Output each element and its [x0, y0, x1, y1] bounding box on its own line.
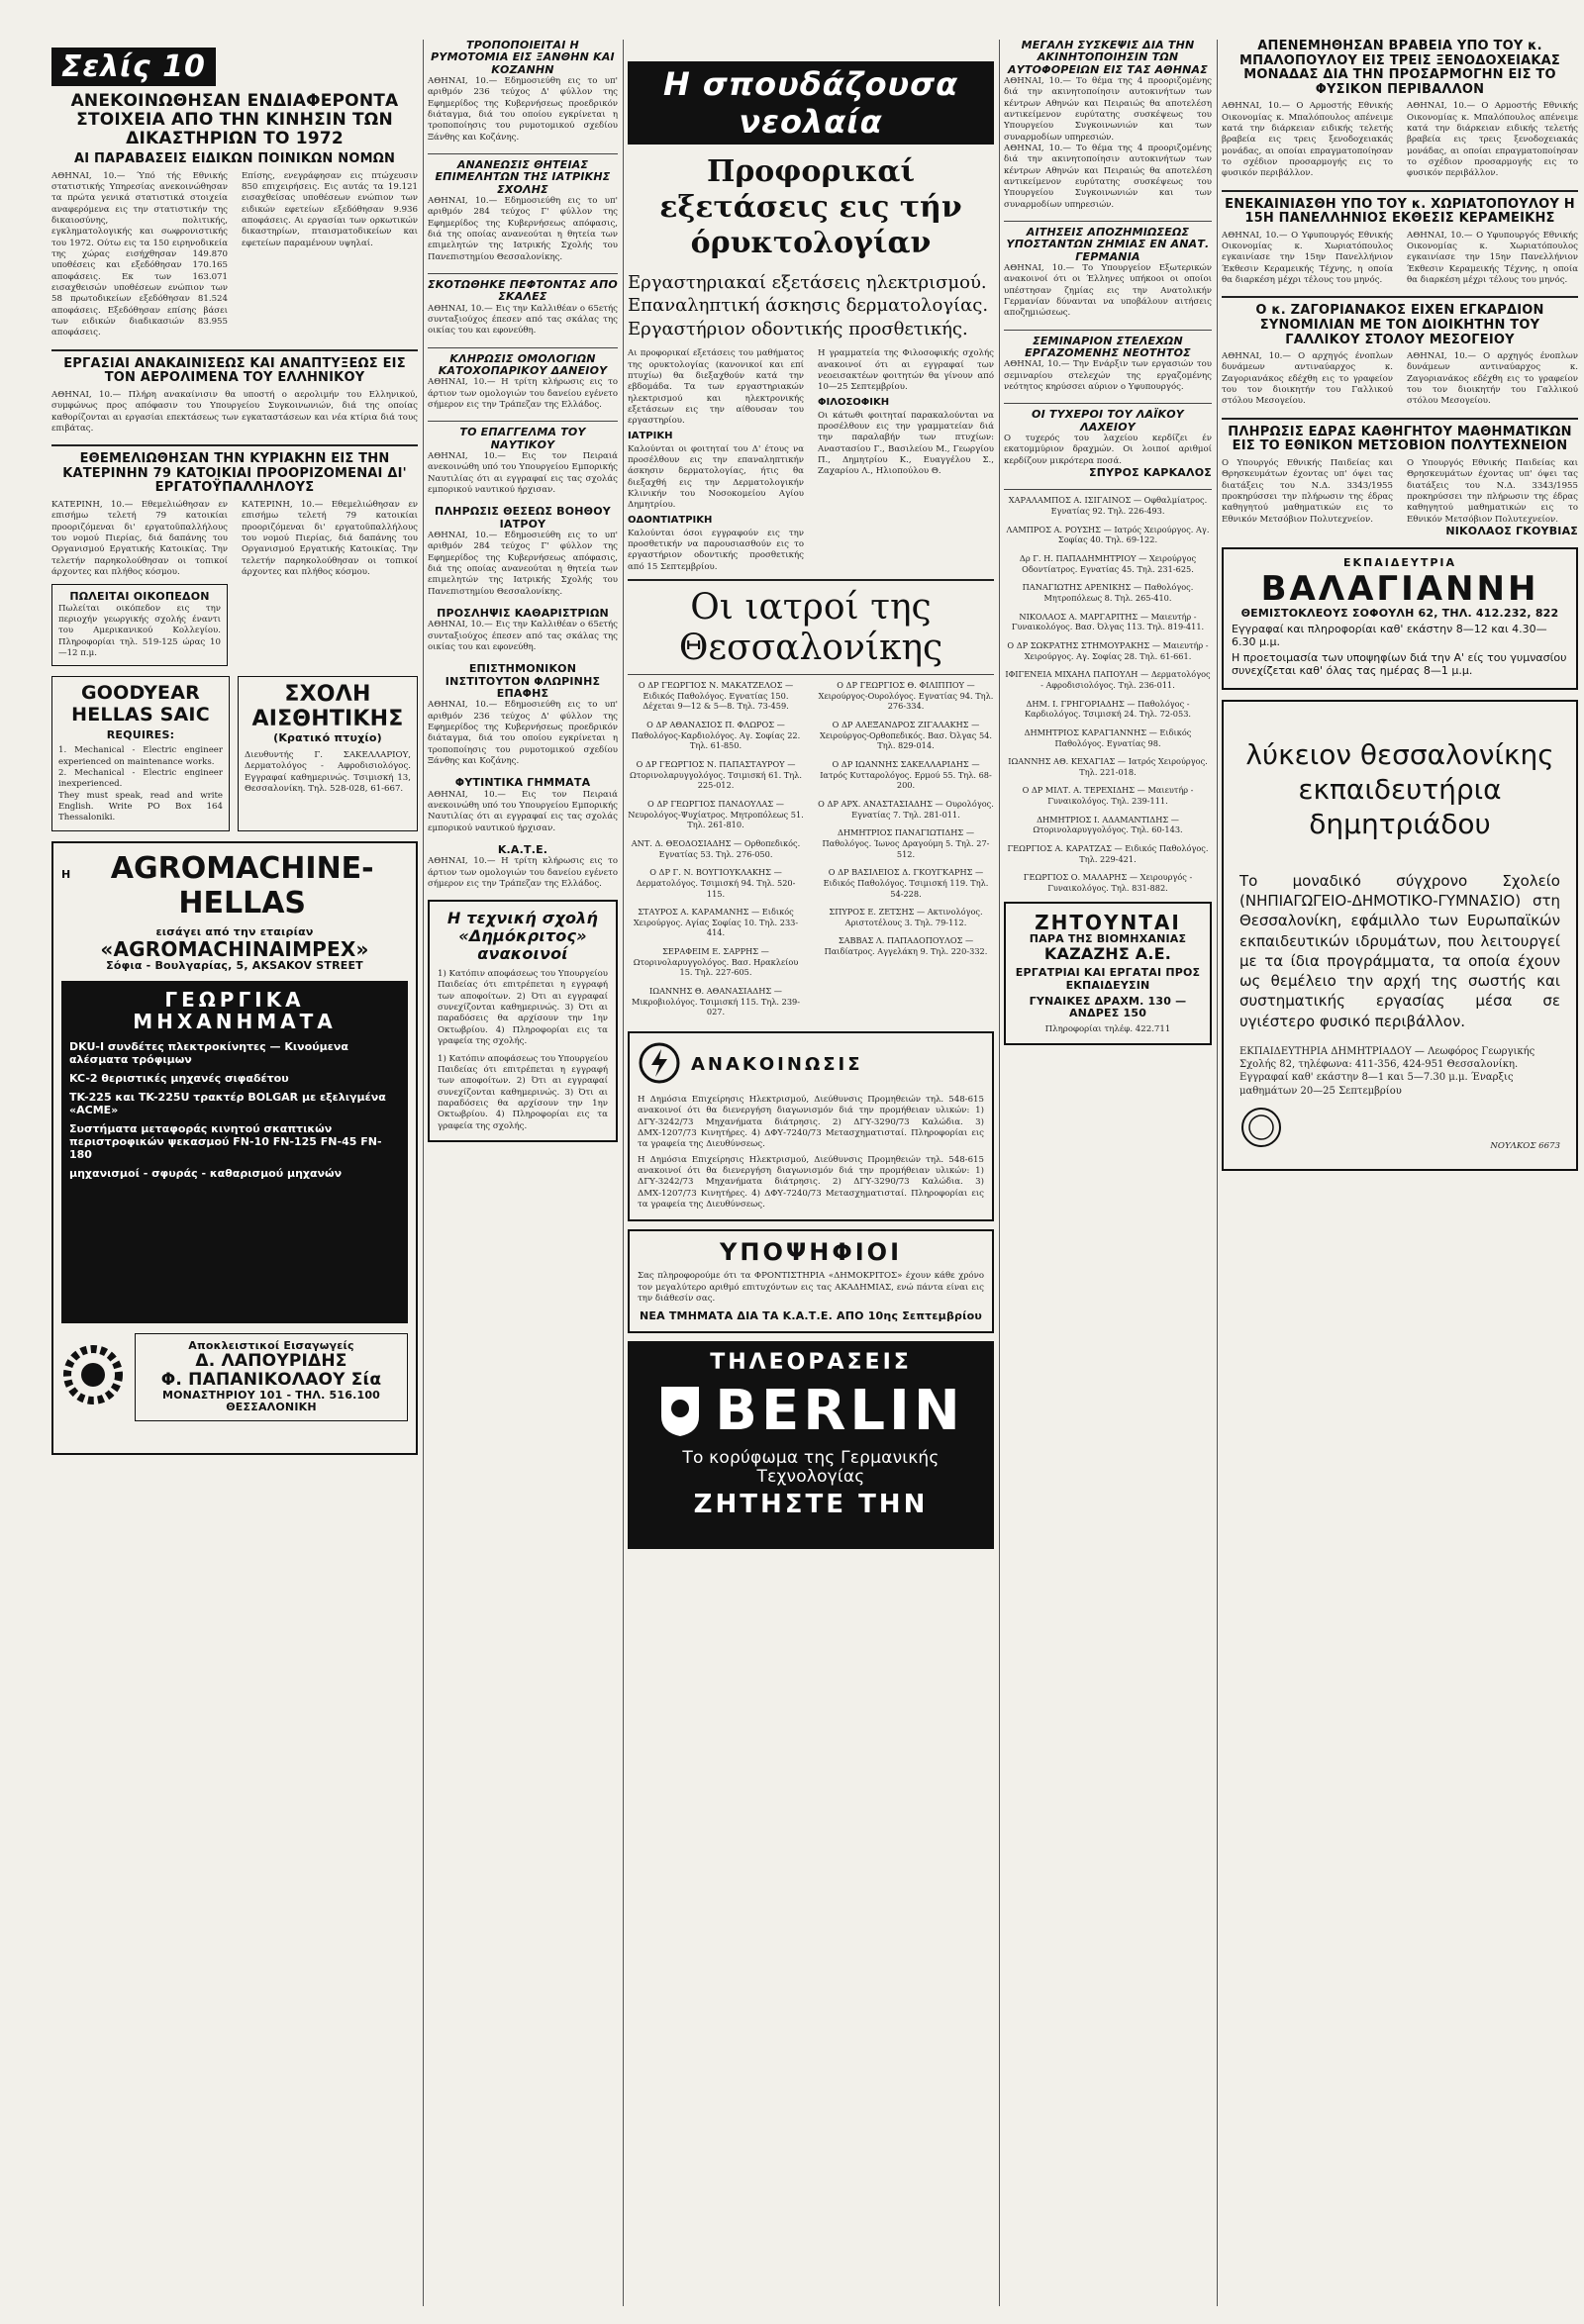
tv-line: Το κορύφωμα της Γερμανικής Τεχνολογίας — [682, 1448, 940, 1488]
divider — [1222, 296, 1578, 298]
dealer-name: Φ. ΠΑΠΑΝΙΚΟΛΑΟΥ Σία — [160, 1369, 382, 1390]
section-label: ΙΑΤΡΙΚΗ — [628, 430, 673, 441]
notice-heading: Κ.Α.Τ.Ε. — [497, 843, 548, 857]
ad-credit: ΝΟΥΛΚΟΣ 6673 — [1490, 1141, 1560, 1152]
headline: ΤΡΟΠΟΠΟΙΕΙΤΑΙ Η ΡΥΜΟΤΟΜΙΑ ΕΙΣ ΞΑΝΘΗΝ ΚΑΙ ΚΟΖΑΝΗΝ — [431, 39, 615, 76]
doctor-entry: Ο ΔΡ ΒΑΣΙΛΕΙΟΣ Δ. ΓΚΟΥΓΚΑΡΗΣ — Ειδικός Παθολόγος. Τσιμισκή 119. Τηλ. 54-228. — [823, 867, 989, 899]
school-title: ΣΧΟΛΗ ΑΙΣΘΗΤΙΚΗΣ — [251, 682, 404, 731]
article-text: ΑΘΗΝΑΙ, 10.— Εδημοσιεύθη εις το υπ' αριθμόν 236 τεύχος Δ' φύλλον της Εφημερίδος της Κυβερνήσεως προεδρικόν διάταγμα, διά του οποίου εγκρίνεται η τροποποίησις του ρυμοτομικού σχεδίου Ξάνθης και Κοζάνης. — [428, 75, 618, 143]
lyceum-title: λύκειον θεσσαλονίκης εκπαιδευτήρια δημητριάδου — [1245, 737, 1554, 840]
article-text: ΑΘΗΝΑΙ, 10.— Εις τον Πειραιά ανεκοινώθη υπό του Υπουργείου Εμπορικής Ναυτιλίας ότι αι εγγραφαί εις τας σχολάς εμπορικού ναυτικού ήρχισαν. — [428, 450, 618, 495]
notice-heading: ΕΠΙΣΤΗΜΟΝΙΚΟΝ ΙΝΣΤΙΤΟΥΤΟΝ ΦΛΩΡΙΝΗΣ ΕΠΑΦΗΣ — [445, 662, 601, 700]
divider — [51, 444, 418, 446]
section-label: ΟΔΟΝΤΙΑΤΡΙΚΗ — [628, 514, 713, 526]
classified-text: Πωλείται οικόπεδον εις την περιοχήν γεωργικής σχολής έναντι του Αμερικανικού Κολλεγίου. Πληροφορίαι τηλ. 519-125 ώρας 10—12 π.μ. — [58, 603, 221, 658]
candidates-footer: ΝΕΑ ΤΜΗΜΑΤΑ ΔΙΑ ΤΑ Κ.Α.Τ.Ε. ΑΠΟ 10ης Σεπτεμβρίου — [639, 1309, 982, 1323]
agro-item: KC-2 θεριστικές μηχανές σιφαδέτου — [69, 1072, 289, 1086]
doctor-entry: Ο ΔΡ ΜΙΛΤ. Α. ΤΕΡΕΧΙΔΗΣ — Μαιευτήρ - Γυναικολόγος. Τηλ. 239-111. — [1022, 785, 1194, 807]
agro-company: «AGROMACHINAIMPEX» — [100, 936, 369, 961]
doctor-entry: ΙΩΑΝΝΗΣ Θ. ΑΘΑΝΑΣΙΑΔΗΣ — Μικροβιολόγος. Τσιμισκή 115. Τηλ. 239-027. — [631, 986, 801, 1017]
subheadline: Επαναληπτική άσκησις δερματολογίας. — [628, 295, 989, 317]
ed-label: ΕΚΠΑΙΔΕΥΤΡΙΑ — [1342, 556, 1456, 570]
divider — [1222, 418, 1578, 420]
lyceum-ad — [1222, 700, 1578, 1171]
notice-heading: ΠΡΟΣΛΗΨΙΣ ΚΑΘΑΡΙΣΤΡΙΩΝ — [437, 607, 609, 620]
page-logo: Σελίς 10 — [51, 48, 216, 86]
candidates-ad — [628, 1229, 994, 1333]
jobs-rates: ΓΥΝΑΙΚΕΣ ΔΡΑΧΜ. 130 — ΑΝΔΡΕΣ 150 — [1029, 994, 1187, 1020]
doctor-entry: Ο ΔΡ ΓΕΩΡΓΙΟΣ Ν. ΜΑΚΑΤΖΕΛΟΣ — Ειδικός Παθολόγος. Εγνατίας 150. Δέχεται 9—12 & 5—8. Τηλ. 73-459. — [638, 680, 794, 712]
subheadline: Εργαστηριακαί εξετάσεις ηλεκτρισμού. — [628, 272, 987, 293]
democritus-school-ad — [428, 900, 618, 1142]
divider — [1004, 403, 1212, 404]
doctor-entry: ΣΕΡΑΦΕΙΜ Ε. ΣΑΡΡΗΣ — Ωτορινολαρυγγολόγος. Βασ. Ηρακλείου 15. Τηλ. 227-605. — [633, 946, 799, 978]
democritus-title: Η τεχνική σχολή «Δημόκριτος» ανακοινοί — [446, 909, 599, 964]
jobs-footer: Πληροφορίαι τηλέφ. 422.711 — [1044, 1023, 1171, 1034]
agro-item: TK-225 και TK-225U τρακτέρ BOLGAR με εξελιγμένα «ACME» — [69, 1091, 386, 1117]
column-2 — [428, 40, 618, 1142]
doctor-entry: Ο ΔΡ ΓΕΩΡΓΙΟΣ Ν. ΠΑΠΑΣΤΑΥΡΟΥ — Ωτορινολαρυγγολόγος. Τσιμισκή 61. Τηλ. 225-012. — [630, 758, 802, 791]
article-text: ΑΘΗΝΑΙ, 10.— Ο Υφυπουργός Εθνικής Οικονομίας κ. Χωριατόπουλος εγκαινίασε την 15ην Πανελλήνιον Έκθεσιν Κεραμεικής Τέχνης, η οποία θα διαρκέση μέχρι τέλους του μηνός. — [1407, 230, 1578, 286]
article-text: ΑΘΗΝΑΙ, 10.— Εις την Καλλιθέαν ο 65ετής συνταξιούχος έπεσεν από τας σκάλας της οικίας του και εφονεύθη. — [428, 620, 618, 652]
article-text: ΑΘΗΝΑΙ, 10.— Η τρίτη κλήρωσις εις το άρτιον των ομολογιών του δανείου εγένετο σήμερον εις την Τράπεζαν της Ελλάδος. — [428, 377, 618, 410]
column-rule — [999, 40, 1000, 2306]
ed-item: Εγγραφαί και πληροφορίαι καθ' εκάστην 8—12 και 4.30—6.30 μ.μ. — [1232, 622, 1547, 648]
headline: ΜΕΓΑΛΗ ΣΥΣΚΕΨΙΣ ΔΙΑ ΤΗΝ ΑΚΙΝΗΤΟΠΟΙΗΣΙΝ ΤΩΝ ΑΥΤΟΦΟΡΕΙΩΝ ΕΙΣ ΤΑΣ ΑΘΗΝΑΣ — [1008, 39, 1208, 76]
doctor-entry: ΙΩΑΝΝΗΣ ΑΘ. ΚΕΧΑΓΙΑΣ — Ιατρός Χειρούργος. Τηλ. 221-018. — [1008, 756, 1208, 777]
dealer-box — [135, 1333, 408, 1421]
dealer-label: Αποκλειστικοί Εισαγωγείς — [188, 1338, 354, 1352]
main-headline: Προφορικαί εξετάσεις εις τήν όρυκτολογίαν — [659, 154, 962, 260]
article-text: ΑΘΗΝΑΙ, 10.— Ο αρχηγός ένοπλων δυνάμεων αντιναύαρχος κ. Ζαγοριανάκος εδέχθη εις το γραφείον του τον διοικητήν του Γαλλικού στόλου Μεσογείου. — [1407, 351, 1578, 407]
agromachine-ad — [51, 841, 418, 1455]
notice-heading: ΦΥΤΙΝΤΙΚΑ ΓΗΜΜΑΤΑ — [454, 776, 591, 790]
headline: ΣΚΟΤΩΘΗΚΕ ΠΕΦΤΟΝΤΑΣ ΑΠΟ ΣΚΑΛΕΣ — [428, 278, 618, 304]
doctor-entry: Ο ΔΡ ΑΛΕΞΑΝΔΡΟΣ ΖΙΓΑΛΑΚΗΣ — Χειρούργος-Ορθοπεδικός. Βασ. Όλγας 54. Τηλ. 829-014. — [820, 719, 992, 751]
column-rule — [623, 40, 624, 2306]
headline: ΕΡΓΑΣΙΑΙ ΑΝΑΚΑΙΝΙΣΕΩΣ ΚΑΙ ΑΝΑΠΤΥΞΕΩΣ ΕΙΣ ΤΟΝ ΑΕΡΟΛΙΜΕΝΑ ΤΟΥ ΕΛΛΗΝΙΚΟΥ — [63, 355, 406, 386]
doctor-entry: Ο ΔΡ ΑΘΑΝΑΣΙΟΣ Π. ΦΛΩΡΟΣ — Παθολόγος-Καρδιολόγος. Αγ. Σοφίας 22. Τηλ. 61-850. — [631, 719, 801, 751]
article-text: Ο Υπουργός Εθνικής Παιδείας και Θρησκευμάτων έχοντας υπ' όψει τας διατάξεις του Ν.Δ. 3343/1955 προκηρύσσει την πλήρωσιν της έδρας καθηγητού μαθηματικών εις το Εθνικόν Μετσόβιον Πολυτεχνείον. — [1222, 457, 1393, 525]
ed-name: ΒΑΛΑΓΙΑΝΝΗ — [1260, 568, 1539, 609]
dei-announcement — [628, 1031, 994, 1220]
article-text: ΚΑΤΕΡΙΝΗ, 10.— Εθεμελιώθησαν εν επισήμω τελετή 79 κατοικίαι προοριζόμεναι δι' εργατοϋπαλλήλους του νομού Πιερίας, διά δαπάνης του Οργανισμού Εργατικής Κατοικίας. Την τελετήν παρηκολούθησαν οι τοπικοί άρχοντες και πλήθος κόσμου. — [242, 499, 418, 577]
doctor-entry: ΛΑΜΠΡΟΣ Α. ΡΟΥΣΗΣ — Ιατρός Χειρούργος. Αγ. Σοφίας 40. Τηλ. 69-122. — [1006, 524, 1210, 545]
doctors-title: Οι ιατροί της Θεσσαλονίκης — [678, 587, 943, 669]
headline: Ο κ. ΖΑΓΟΡΙΑΝΑΚΟΣ ΕΙΧΕΝ ΕΓΚΑΡΔΙΟΝ ΣΥΝΟΜΙΛΙΑΝ ΜΕ ΤΟΝ ΔΙΟΙΚΗΤΗΝ ΤΟΥ ΓΑΛΛΙΚΟΥ ΣΤΟΛΟΥ ΜΕΣΟΓΕΙΟΥ — [1255, 303, 1544, 347]
headline: ΑΙΤΗΣΕΙΣ ΑΠΟΖΗΜΙΩΣΕΩΣ ΥΠΟΣΤΑΝΤΩΝ ΖΗΜΙΑΣ ΕΝ ΑΝΑΤ. ΓΕΡΜΑΝΙΑ — [1006, 226, 1210, 263]
doctor-entry: ΔΗΜ. Ι. ΓΡΗΓΟΡΙΑΔΗΣ — Παθολόγος - Καρδιολόγος. Τσιμισκή 24. Τηλ. 72-053. — [1024, 698, 1192, 720]
headline: ΟΙ ΤΥΧΕΡΟΙ ΤΟΥ ΛΑΪΚΟΥ ΛΑΧΕΙΟΥ — [1032, 408, 1184, 434]
article-text: ΑΘΗΝΑΙ, 10.— Ο αρχηγός ένοπλων δυνάμεων αντιναύαρχος κ. Ζαγοριανάκος εδέχθη εις το γραφείον του τον διοικητήν του Γαλλικού στόλου Μεσογείου. — [1222, 351, 1393, 407]
signature: ΣΠΥΡΟΣ ΚΑΡΚΑΛΟΣ — [1089, 466, 1212, 480]
headline: ΑΝΑΝΕΩΣΙΣ ΘΗΤΕΙΑΣ ΕΠΙΜΕΛΗΤΩΝ ΤΗΣ ΙΑΤΡΙΚΗΣ ΣΧΟΛΗΣ — [435, 158, 611, 196]
agro-item: μηχανισμοί - σφυράς - καθαρισμού μηχανών — [69, 1167, 343, 1181]
jobs-company: ΚΑΖΑΖΗΣ Α.Ε. — [1043, 944, 1172, 964]
school-text: Διευθυντής Γ. ΣΑΚΕΛΛΑΡΙΟΥ, Δερματολόγος - Αφροδισιολόγος. Εγγραφαί καθημερινώς. Τσιμισκή 13, Θεσσαλονίκη. Τηλ. 528-028, 61-667. — [245, 749, 411, 794]
agro-item: DKU-I συνδέτες πλεκτροκίνητες — Κινούμενα αλέσματα τρόφιμων — [69, 1040, 348, 1067]
doctor-entry: Ο ΔΡ ΓΕΩΡΓΙΟΣ ΠΑΝΔΟΥΛΑΣ — Νευρολόγος-Ψυχίατρος. Μητροπόλεως 51. Τηλ. 261-810. — [628, 798, 804, 830]
article-text: Ο Υπουργός Εθνικής Παιδείας και Θρησκευμάτων έχοντας υπ' όψει τας διατάξεις του Ν.Δ. 3343/1955 προκηρύσσει την πλήρωσιν της έδρας καθηγητού μαθηματικών εις το Εθνικόν Μετσόβιον Πολυτεχνείον. — [1407, 457, 1578, 525]
doctor-entry: Ο ΔΡ ΣΩΚΡΑΤΗΣ ΣΤΗΜΟΥΡΑΚΗΣ — Μαιευτήρ - Χειρούργος. Αγ. Σοφίας 28. Τηλ. 61-661. — [1007, 639, 1209, 661]
dealer-address: ΜΟΝΑΣΤΗΡΙΟΥ 101 - ΤΗΛ. 516.100 ΘΕΣΣΑΛΟΝΙΚΗ — [161, 1388, 381, 1414]
article-text: Καλούνται όσοι εγγραφούν εις την προσθετικήν να παρουσιασθούν εις το εργαστήριον οδοντικής προσθετικής από 15 Σεπτεμβρίου. — [628, 528, 804, 572]
divider — [628, 579, 994, 581]
doctor-entry: ΣΑΒΒΑΣ Λ. ΠΑΠΑΔΟΠΟΥΛΟΣ — Παιδίατρος. Αγγελάκη 9. Τηλ. 220-332. — [824, 935, 988, 957]
school-subtitle: (Κρατικό πτυχίο) — [273, 730, 382, 744]
section-label: ΦΙΛΟΣΟΦΙΚΗ — [818, 396, 890, 408]
ed-address: ΘΕΜΙΣΤΟΚΛΕΟΥΣ ΣΟΦΟΥΛΗ 62, ΤΗΛ. 412.232, 822 — [1240, 606, 1559, 620]
doctors-list-right — [818, 680, 994, 1025]
doctor-entry: ΔΗΜΗΤΡΙΟΣ ΠΑΝΑΓΙΩΤΙΔΗΣ — Παθολόγος. Ίωνος Δραγούμη 5. Τηλ. 27-512. — [822, 827, 990, 859]
article-text: ΑΘΗΝΑΙ, 10.— Ο Αρμοστής Εθνικής Οικονομίας κ. Μπαλόπουλος απένειμε κατά την διάρκειαν ειδικής τελετής βραβεία εις τρεις ξενοδοχειακάς μονάδας, αι οποίαι επραγματοποίησαν το σχέδιον προσαρμογής εις το φυσικόν περιβάλλον. — [1222, 101, 1393, 179]
divider — [428, 421, 618, 422]
agro-box-title: ΓΕΩΡΓΙΚΑ ΜΗΧΑΝΗΜΑΤΑ — [133, 987, 337, 1033]
goodyear-requires: REQUIRES: — [106, 727, 175, 741]
article-text: ΑΘΗΝΑΙ, 10.— Εις την Καλλιθέαν ο 65ετής συνταξιούχος έπεσεν από τας σκάλας της οικίας του και εφονεύθη. — [428, 303, 618, 337]
article-text: ΑΘΗΝΑΙ, 10.— Εδημοσιεύθη εις το υπ' αριθμόν 284 τεύχος Γ' φύλλον της Εφημερίδος της Κυβερνήσεως απόφασις, διά της οποίας ανανεούται η θητεία των επιμελητών της Ιατρικής Σχολής του Πανεπιστημίου Θεσσαλονίκης. — [428, 195, 618, 262]
subheadline: Εργαστήριον οδοντικής προσθετικής. — [628, 318, 968, 339]
valagianni-ad — [1222, 547, 1578, 690]
article-text: Η γραμματεία της Φιλοσοφικής σχολής ανακοινοί ότι αι εγγραφαί των νεοεισακτέων φοιτητών θα γίνουν από 10—25 Σεπτεμβρίου. — [818, 348, 994, 393]
ed-item: Η προετοιμασία των υποψηφίων διά την Α' είς του γυμνασίου συνεχίζεται καθ' όλας τας ημέρας 8—1 μ.μ. — [1232, 650, 1567, 677]
doctor-entry: ΙΦΙΓΕΝΕΙΑ ΜΙΧΑΗΛ ΠΑΠΟΥΛΗ — Δερματολόγος - Αφροδισιολόγος. Τηλ. 236-011. — [1005, 669, 1211, 690]
subheadline: ΑΙ ΠΑΡΑΒΑΣΕΙΣ ΕΙΔΙΚΩΝ ΠΟΙΝΙΚΩΝ ΝΟΜΩΝ — [73, 151, 396, 167]
goodyear-item: 1. Mechanical - Electric engineer experienced on maintenance works. — [58, 745, 223, 767]
doctors-list-col4 — [1004, 495, 1212, 893]
jobs-sub: ΠΑΡΑ ΤΗΣ ΒΙΟΜΗΧΑΝΙΑΣ — [1029, 932, 1187, 946]
doctor-entry: Ο ΔΡ Γ. Ν. ΒΟΥΓΙΟΥΚΛΑΚΗΣ — Δερματολόγος. Τσιμισκή 94. Τηλ. 520-115. — [636, 867, 796, 899]
democritus-text: 1) Κατόπιν αποφάσεως του Υπουργείου Παιδείας ότι επιτρέπεται η εγγραφή των αποφοίτων. 2) Ότι αι εγγραφαί συνεχίζονται καθημερινώς. 3) Ότι αι παραδόσεις θα αρχίσουν την 1ην Οκτωβρίου. 4) Πληροφορίαι εις τα γραφεία της σχολής. — [438, 1053, 609, 1131]
divider — [428, 347, 618, 348]
headline: ΕΝΕΚΑΙΝΙΑΣΘΗ ΥΠΟ ΤΟΥ κ. ΧΩΡΙΑΤΟΠΟΥΛΟΥ Η 15Η ΠΑΝΕΛΛΗΝΙΟΣ ΕΚΘΕΣΙΣ ΚΕΡΑΜΕΙΚΗΣ — [1225, 196, 1575, 227]
doctor-entry: ΓΕΩΡΓΙΟΣ Α. ΚΑΡΑΤΖΑΣ — Ειδικός Παθολόγος. Τηλ. 229-421. — [1007, 843, 1209, 864]
doctor-entry: Ο ΔΡ ΓΕΩΡΓΙΟΣ Θ. ΦΙΛΙΠΠΟΥ — Χειρούργος-Ουρολόγος. Εγνατίας 94. Τηλ. 276-334. — [818, 680, 994, 712]
school-emblem-icon — [1239, 1106, 1283, 1153]
column-5 — [1222, 40, 1578, 1171]
doctor-entry: Δρ Γ. Η. ΠΑΠΑΔΗΜΗΤΡΙΟΥ — Χειρούργος Οδοντίατρος. Εγνατίας 45. Τηλ. 231-625. — [1019, 552, 1197, 574]
tv-line: ΤΗΛΕΟΡΑΣΕΙΣ — [710, 1349, 912, 1375]
tv-brand: BERLIN — [715, 1379, 964, 1444]
doctor-entry: ΓΕΩΡΓΙΟΣ Ο. ΜΑΛΑΡΗΣ — Χειρουργός - Γυναικολόγος. Τηλ. 831-882. — [1023, 872, 1193, 894]
doctor-entry: ΝΙΚΟΛΑΟΣ Α. ΜΑΡΓΑΡΙΤΗΣ — Μαιευτήρ - Γυναικολόγος. Βασ. Όλγας 113. Τηλ. 819-411. — [1011, 611, 1205, 632]
lyceum-text: Το μοναδικό σύγχρονο Σχολείο (ΝΗΠΙΑΓΩΓΕΙΟ-ΔΗΜΟΤΙΚΟ-ΓΥΜΝΑΣΙΟ) στη Θεσσαλονίκη, εφάμιλλο των Ευρωπαϊκών εκπαιδευτικών ιδρυμάτων, που λειτουργεί με τα ίδια προγράμματα, τα οποία έχουν ως θεμέλειο την αρχή της σωστής και συστηματικής εργασίας μέσα σε υγιέστερο φυσικό περιβάλλον. — [1239, 871, 1560, 1030]
kazazis-jobs-ad — [1004, 902, 1212, 1045]
article-text: ΑΘΗΝΑΙ, 10.— Πλήρη ανακαίνισιν θα υποστή ο αερολιμήν του Ελληνικού, συμφώνως προς απόφασιν του Υπουργείου Συγκοινωνιών, διά της οποίας καθορίζονται αι εργασίαι επεκτάσεως των εγκαταστάσεων και νέα κτίρια διά τους επιβάτας. — [51, 389, 418, 434]
headline: ΤΟ ΕΠΑΓΓΕΛΜΑ ΤΟΥ ΝΑΥΤΙΚΟΥ — [459, 426, 586, 451]
article-text: ΑΘΗΝΑΙ, 10.— Εις τον Πειραιά ανεκοινώθη υπό του Υπουργείου Εμπορικής Ναυτιλίας ότι αι εγγραφαί εις τας σχολάς εμπορικού ναυτικού ήρχισαν. — [428, 789, 618, 833]
article-courts — [51, 92, 418, 339]
divider — [1004, 489, 1212, 490]
jobs-text: ΕΡΓΑΤΡΙΑΙ ΚΑΙ ΕΡΓΑΤΑΙ ΠΡΟΣ ΕΚΠΑΙΔΕΥΣΙΝ — [1015, 966, 1201, 992]
agro-line: εισάγει από την εταιρίαν — [155, 924, 314, 938]
dealer-name: Δ. ΛΑΠΟΥΡΙΔΗΣ — [195, 1350, 347, 1371]
goodyear-title: GOODYEAR HELLAS SAIC — [71, 682, 210, 726]
article-text: Οι κάτωθι φοιτηταί παρακαλούνται να προσέλθουν εις την γραμματείαν διά την παραλαβήν των πτυχίων: Αναστασίου Γ., Βασιλείου Μ., Γεωργίου Π., Δημητρίου Κ., Ευαγγέλου Σ., Ζαχαρίου Λ., Ηλιοπούλου Θ. — [818, 410, 994, 477]
article-text: ΑΘΗΝΑΙ, 10.— Την Ενάρξιν των εργασιών του σεμιναρίου στελεχών της εργαζομένης νεότητος κηρύσσει αύριον ο Υφυπουργός. — [1004, 359, 1212, 393]
doctor-entry: ΔΗΜΗΤΡΙΟΣ Ι. ΑΔΑΜΑΝΤΙΔΗΣ — Ωτορινολαρυγγολόγος. Τηλ. 60-143. — [1033, 814, 1183, 835]
article-text: ΑΘΗΝΑΙ, 10.— Ύπό τής Εθνικής στατιστικής Υπηρεσίας ανεκοινώθησαν τα πρώτα γενικά στατιστικά στοιχεία αναφερόμενα εις την στατιστικήν της δικαιοσύνης, πολιτικής, εγκληματολογικής και σωφρονιστικής του 1972. Ούτω εις τα 150 ειρηνοδικεία της χώρας εισήχθησαν 149.870 υποθέσεις και εξεδόθησαν 170.165 αποφάσεις. Εκ των 163.071 εισαχθεισών υποθέσεων ενώπιον των 58 πρωτοδικείων εξεδόθησαν 81.524 αποφάσεις. Εξεδόθησαν επίσης βάσει των ειδικών διαδικασιών 83.955 αποφάσεις. — [51, 170, 228, 339]
democritus-text: 1) Κατόπιν αποφάσεως του Υπουργείου Παιδείας ότι επιτρέπεται η εγγραφή των αποφοίτων. 2) Ότι αι εγγραφαί συνεχίζονται καθημερινώς. 3) Ότι αι παραδόσεις θα αρχίσουν την 1ην Οκτωβρίου. 4) Πληροφορίαι εις τα γραφεία της σχολής. — [438, 969, 609, 1047]
article-text: ΑΘΗΝΑΙ, 10.— Εδημοσιεύθη εις το υπ' αριθμόν 236 τεύχος Δ' φύλλον της Εφημερίδος της Κυβερνήσεως προεδρικόν διάταγμα, διά του οποίου εγκρίνεται η τροποποίησις του ρυμοτομικού σχεδίου Ξάνθης και Κοζάνης. — [428, 700, 618, 766]
headline: ΑΠΕΝΕΜΗΘΗΣΑΝ ΒΡΑΒΕΙΑ ΥΠΟ ΤΟΥ κ. ΜΠΑΛΟΠΟΥΛΟΥ ΕΙΣ ΤΡΕΙΣ ΞΕΝΟΔΟΧΕΙΑΚΑΣ ΜΟΝΑΔΑΣ ΔΙΑ ΤΗΝ ΠΡΟΣΑΡΜΟΓΗΝ ΕΙΣ ΤΟ ΦΥΣΙΚΟΝ ΠΕΡΙΒΑΛΛΟΝ — [1239, 39, 1560, 97]
article-katerini — [51, 452, 418, 666]
article-text: ΑΘΗΝΑΙ, 10.— Η τρίτη κλήρωσις εις το άρτιον των ομολογιών του δανείου εγένετο σήμερον εις την Τράπεζαν της Ελλάδος. — [428, 856, 618, 890]
divider — [1004, 221, 1212, 222]
article-text: ΑΘΗΝΑΙ, 10.— Το θέμα της 4 προοριζομένης διά την ακινητοποίησιν αυτοκινήτων των κέντρων Αθηνών και Πειραιώς θα αποτελέση αντικείμενον ευρύτατης συσκέψεως του Υπουργείου Συγκοινωνιών και των συναρμοδίων υπηρεσιών. — [1004, 144, 1212, 210]
divider — [628, 674, 994, 675]
doctor-entry: Ο ΔΡ ΑΡΧ. ΑΝΑΣΤΑΣΙΑΔΗΣ — Ουρολόγος. Εγνατίας 7. Τηλ. 281-011. — [818, 798, 994, 820]
article-text: ΑΘΗΝΑΙ, 10.— Ο Αρμοστής Εθνικής Οικονομίας κ. Μπαλόπουλος απένειμε κατά την διάρκειαν ειδικής τελετής βραβεία εις τρεις ξενοδοχειακάς μονάδας, αι οποίαι επραγματοποίησαν το σχέδιον προσαρμογής εις το φυσικόν περιβάλλον. — [1407, 101, 1578, 179]
doctor-entry: Ο ΔΡ ΙΩΑΝΝΗΣ ΣΑΚΕΛΛΑΡΙΔΗΣ — Ιατρός Κυτταρολόγος. Ερμού 55. Τηλ. 68-200. — [820, 758, 992, 791]
article-text: ΑΘΗΝΑΙ, 10.— Το θέμα της 4 προοριζομένης διά την ακινητοποίησιν αυτοκινήτων των κέντρων Αθηνών και Πειραιώς θα αποτελέση αντικείμενον ευρύτατης συσκέψεως του Υπουργείου Συγκοινωνιών και των συναρμοδίων υπηρεσιών. — [1004, 75, 1212, 143]
jobs-title: ΖΗΤΟΥΝΤΑΙ — [1035, 910, 1181, 934]
announce-text: Η Δημόσια Επιχείρησις Ηλεκτρισμού, Διεύθυνσις Προμηθειών τηλ. 548-615 ανακοινοί ότι θα διενεργήση διαγωνισμόν διά την προμήθειαν υλικών: 1) ΔΓΥ-3242/73 Μηχανήματα διάτρησις. 2) ΔΓΥ-3290/73 Καλώδια. 3) ΔΜΧ-1207/73 Κινητήρες. 4) ΔΦΥ-7240/73 Μετασχηματισταί. Πληροφορίαι εις τα γραφεία της Διευθύνσεως. — [638, 1154, 984, 1210]
divider — [51, 349, 418, 351]
article-text: ΑΘΗΝΑΙ, 10.— Ο Υφυπουργός Εθνικής Οικονομίας κ. Χωριατόπουλος εγκαινίασε την 15ην Πανελλήνιον Έκθεσιν Κεραμεικής Τέχνης, η οποία θα διαρκέση μέχρι τέλους του μηνός. — [1222, 230, 1393, 286]
goodyear-item: They must speak, read and write English. Write PO Box 164 Thessaloniki. — [58, 790, 223, 823]
column-rule — [1217, 40, 1218, 2306]
tv-line: ΖΗΤΗΣΤΕ ΤΗΝ — [693, 1490, 929, 1520]
article-text: Ο τυχερός του λαχείου κερδίζει έν εκατομμύριον δραχμών. Οι λοιποί αριθμοί κερδίζουν μικρότερα ποσά. — [1004, 434, 1212, 466]
announce-text: Η Δημόσια Επιχείρησις Ηλεκτρισμού, Διεύθυνσις Προμηθειών τηλ. 548-615 ανακοινοί ότι θα διενεργήση διαγωνισμόν διά την προμήθειαν υλικών: 1) ΔΓΥ-3242/73 Μηχανήματα διάτρησις. 2) ΔΓΥ-3290/73 Καλώδια. 3) ΔΜΧ-1207/73 Κινητήρες. 4) ΔΦΥ-7240/73 Μετασχηματισταί. Πληροφορίαι εις τα γραφεία της Διευθύνσεως. — [638, 1095, 984, 1150]
article-text: Αι προφορικαί εξετάσεις του μαθήματος της ορυκτολογίας (κανονικοί και επί πτυχίω) θα διεξαχθούν κατά την εβδομάδα. Τα των εργαστηριακών ηλεκτρισμού και ηλεκτρονικής εξετάσεων εις την αίθουσαν του εργαστηρίου. — [628, 348, 804, 427]
candidates-text: Σας πληροφορούμε ότι τα ΦΡΟΝΤΙΣΤΗΡΙΑ «ΔΗΜΟΚΡΙΤΟΣ» έχουν κάθε χρόνο τον μεγαλύτερο αριθμό επιτυχόντων εις τας ΑΚΑΔΗΜΙΑΣ, ενώ πάντα είναι εις την διάθεσίν σας. — [638, 1271, 984, 1305]
lyceum-footer: ΕΚΠΑΙΔΕΥΤΗΡΙΑ ΔΗΜΗΤΡΙΑΔΟΥ — Λεωφόρος Γεωργικής Σχολής 82, τηλέφωνα: 411-356, 424-951 Θεσσαλονίκη. Εγγραφαί καθ' εκάστην 8—1 και 5—7.30 μ.μ. Έναρξις μαθημάτων 20—25 Σεπτεμβρίου — [1239, 1045, 1535, 1097]
headline: ΣΕΜΙΝΑΡΙΟΝ ΣΤΕΛΕΧΩΝ ΕΡΓΑΖΟΜΕΝΗΣ ΝΕΟΤΗΤΟΣ — [1025, 334, 1191, 360]
candidates-title: ΥΠΟΨΗΦΙΟΙ — [719, 1237, 902, 1266]
divider — [1222, 190, 1578, 192]
headline: ΑΝΕΚΟΙΝΩΘΗΣΑΝ ΕΝΔΙΑΦΕΡΟΝΤΑ ΣΤΟΙΧΕΙΑ ΑΠΟ ΤΗΝ ΚΙΝΗΣΙΝ ΤΩΝ ΔΙΚΑΣΤΗΡΙΩΝ ΤΟ 1972 — [70, 91, 399, 149]
doctor-entry: ΔΗΜΗΤΡΙΟΣ ΚΑΡΑΓΙΑΝΝΗΣ — Ειδικός Παθολόγος. Εγνατίας 98. — [1024, 726, 1192, 748]
goodyear-ad — [51, 676, 230, 830]
dei-logo-icon — [638, 1041, 681, 1089]
headline: ΕΘΕΜΕΛΙΩΘΗΣΑΝ ΤΗΝ ΚΥΡΙΑΚΗΝ ΕΙΣ ΤΗΝ ΚΑΤΕΡΙΝΗΝ 79 ΚΑΤΟΙΚΙΑΙ ΠΡΟΟΡΙΖΟΜΕΝΑΙ ΔΙ' ΕΡΓΑΤΟΫΠΑΛΛΗΛΟΥΣ — [62, 451, 407, 496]
column-3 — [628, 40, 994, 1549]
agro-title: AGROMACHINE-HELLAS — [110, 850, 374, 920]
headline: ΠΛΗΡΩΣΙΣ ΕΔΡΑΣ ΚΑΘΗΓΗΤΟΥ ΜΑΘΗΜΑΤΙΚΩΝ ΕΙΣ ΤΟ ΕΘΝΙΚΟΝ ΜΕΤΣΟΒΙΟΝ ΠΟΛΥΤΕΧΝΕΙΟΝ — [1228, 424, 1572, 454]
article-airport — [51, 357, 418, 435]
gear-emblem-icon — [61, 1343, 125, 1410]
doctor-entry: ΑΝΤ. Δ. ΘΕΟΔΟΣΙΑΔΗΣ — Ορθοπεδικός. Εγνατίας 53. Τηλ. 276-050. — [631, 837, 801, 859]
agro-city: Σόφια - Βουλγαρίας, 5, AKSAKOV STREET — [106, 959, 363, 973]
headline: ΚΛΗΡΩΣΙΣ ΟΜΟΛΟΓΙΩΝ ΚΑΤΟΧΟΠΑΡΙΚΟΥ ΔΑΝΕΙΟΥ — [438, 351, 608, 377]
doctors-list-left — [628, 680, 804, 1025]
article-text: ΑΘΗΝΑΙ, 10.— Εδημοσιεύθη εις το υπ' αριθμόν 284 τεύχος Γ' φύλλον της Εφημερίδος της Κυβερνήσεως απόφασις, διά της οποίας ανανεούται η θητεία των επιμελητών της Ιατρικής Σχολής του Πανεπιστημίου Θεσσαλονίκης. — [428, 530, 618, 597]
goodyear-item: 2. Mechanical - Electric engineer inexperienced. — [58, 767, 223, 790]
article-text: Επίσης, ενεγράφησαν εις πτώχευσιν 850 επιχειρήσεις. Εις αυτάς τα 19.121 εισαχθείσας υποθέσεων ενώπιον των ειδικών εφετείων εξεδόθησαν 9.936 αποφάσεις. Αι εργασίαι των ορκωτικών δικαστηρίων, πταισματοδικείων και εφετείων παραμένουν υψηλαί. — [242, 170, 418, 248]
agro-prefix: Η — [61, 867, 71, 881]
announce-title: ΑΝΑΚΟΙΝΩΣΙΣ — [691, 1054, 863, 1075]
column-rule — [423, 40, 424, 2306]
divider — [1004, 330, 1212, 331]
signature: ΝΙΚΟΛΑΟΣ ΓΚΟΥΒΙΑΣ — [1445, 524, 1578, 537]
doctor-entry: ΣΤΑΥΡΟΣ Α. ΚΑΡΑΜΑΝΗΣ — Ειδικός Χειρούργος. Αγίας Σοφίας 10. Τηλ. 233-414. — [633, 907, 799, 938]
divider — [428, 153, 618, 154]
section-banner: Η σπουδάζουσα νεολαία — [628, 61, 994, 145]
column-1 — [51, 40, 418, 1455]
agro-machines-box — [61, 981, 408, 1323]
agro-item: Συστήματα μεταφοράς κινητού σκαπτικών περιστροφικών ψεκασμού FN-10 FN-125 FN-45 FN-180 — [69, 1122, 382, 1162]
classified-ad — [51, 584, 228, 666]
classified-title: ΠΩΛΕΙΤΑΙ ΟΙΚΟΠΕΔΟΝ — [69, 590, 210, 604]
doctor-entry: ΣΠΥΡΟΣ Ε. ΖΕΤΣΗΣ — Ακτινολόγος. Αριστοτέλους 3. Τηλ. 79-112. — [829, 907, 983, 927]
doctor-entry: ΠΑΝΑΓΙΩΤΗΣ ΑΡΕΝΙΚΗΣ — Παθολόγος. Μητροπόλεως 8. Τηλ. 265-410. — [1022, 582, 1194, 603]
bear-emblem-icon — [657, 1383, 703, 1442]
notice-heading: ΠΛΗΡΩΣΙΣ ΘΕΣΕΩΣ ΒΟΗΘΟΥ ΙΑΤΡΟΥ — [435, 505, 611, 531]
divider — [428, 273, 618, 274]
berlin-tv-ad — [628, 1341, 994, 1549]
article-text: ΚΑΤΕΡΙΝΗ, 10.— Εθεμελιώθησαν εν επισήμω τελετή 79 κατοικίαι προοριζόμεναι δι' εργατοϋπαλλήλους του νομού Πιερίας, διά δαπάνης του Οργανισμού Εργατικής Κατοικίας. Την τελετήν παρηκολούθησαν οι τοπικοί άρχοντες και πλήθος κόσμου. — [51, 499, 228, 577]
doctor-entry: ΧΑΡΑΛΑΜΠΟΣ Α. ΙΣΙΓΑΙΝΟΣ — Οφθαλμίατρος. Εγνατίας 92. Τηλ. 226-493. — [1008, 495, 1208, 516]
school-ad — [238, 676, 418, 830]
column-4 — [1004, 40, 1212, 1045]
article-text: Καλούνται οι φοιτηταί του Δ' έτους να προσέλθουν εις την επαναληπτικήν άσκησιν δερματολογίας, ήτις θα διεξαχθή εις την Δερματολογικήν Κλινικήν του Νοσοκομείου Αγίου Δημητρίου. — [628, 443, 804, 511]
article-text: ΑΘΗΝΑΙ, 10.— Το Υπουργείον Εξωτερικών ανακοινοί ότι οι Έλληνες υπήκοοι οι οποίοι υπέστησαν ζημίας εις την Ανατολικήν Γερμανίαν δύνανται να υποβάλουν αιτήσεις αποζημιώσεως. — [1004, 263, 1212, 319]
